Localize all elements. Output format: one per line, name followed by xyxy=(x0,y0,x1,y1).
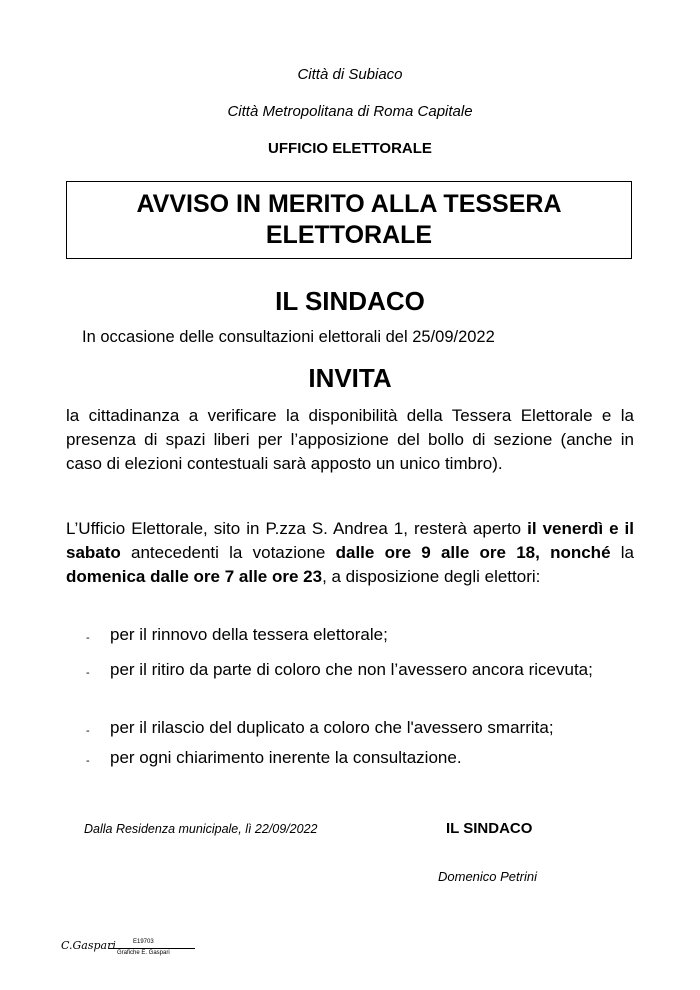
office-sunday-hours: domenica dalle ore 7 alle ore 23 xyxy=(66,567,323,586)
city-name: Città di Subiaco xyxy=(297,66,403,83)
office-hours-text-1: L’Ufficio Elettorale, sito in P.zza S. Andrea 1, resterà aperto xyxy=(66,519,528,538)
list-item xyxy=(86,716,634,743)
metropolitan-city: Città Metropolitana di Roma Capitale xyxy=(227,103,473,120)
bullet-dash: - xyxy=(86,632,90,644)
list-item xyxy=(86,658,634,685)
list-item-text: per il rinnovo della tessera elettorale; xyxy=(110,625,388,644)
office-hours-text-2: antecedenti la votazione xyxy=(120,543,336,562)
notice-title-line-2: ELETTORALE xyxy=(265,221,433,249)
notice-title-line-1: AVVISO IN MERITO ALLA TESSERA xyxy=(136,190,562,218)
printer-code: E19703 xyxy=(133,939,154,945)
office-days: il venerdì e il sabato xyxy=(66,519,634,562)
notice-title-box xyxy=(66,181,632,259)
bullet-dash: - xyxy=(86,725,90,737)
list-item xyxy=(86,746,634,773)
printer-divider xyxy=(109,948,195,949)
office-hours-text-3: la xyxy=(610,543,634,562)
office-name: UFFICIO ELETTORALE xyxy=(268,140,432,157)
bullet-dash: - xyxy=(86,755,90,767)
printer-logo xyxy=(59,938,195,960)
signer-name: Domenico Petrini xyxy=(438,869,537,884)
list-item xyxy=(86,623,634,650)
paragraph-office-hours xyxy=(66,517,634,589)
list-item-text: per ogni chiarimento inerente la consultazione. xyxy=(110,748,462,767)
list-item-text: per il rilascio del duplicato a coloro che l'avessero smarrita; xyxy=(110,718,554,737)
office-hours-text-4: , a disposizione degli elettori: xyxy=(322,567,541,586)
list-item-text: per il ritiro da parte di coloro che non l’avessero ancora ricevuta; xyxy=(110,660,593,679)
printer-signature-logo: C.Gaspari xyxy=(61,939,116,952)
occasion-line: In occasione delle consultazioni elettorali del 25/09/2022 xyxy=(82,328,495,346)
signer-title: IL SINDACO xyxy=(446,820,533,837)
place-and-date: Dalla Residenza municipale, lì 22/09/2022 xyxy=(84,822,318,836)
paragraph-verify-card: la cittadinanza a verificare la disponibilità della Tessera Elettorale e la presenza di spazi liberi per l’apposizione del bollo di sezione (anche in caso di elezioni contestuali sarà apposto un unico timbro). xyxy=(66,406,634,473)
invita-heading: INVITA xyxy=(308,363,392,393)
mayor-heading: IL SINDACO xyxy=(275,286,425,316)
bullet-dash: - xyxy=(86,667,90,679)
office-weekday-hours: dalle ore 9 alle ore 18, nonché xyxy=(335,543,611,562)
printer-name: Grafiche E. Gaspari xyxy=(117,950,170,956)
